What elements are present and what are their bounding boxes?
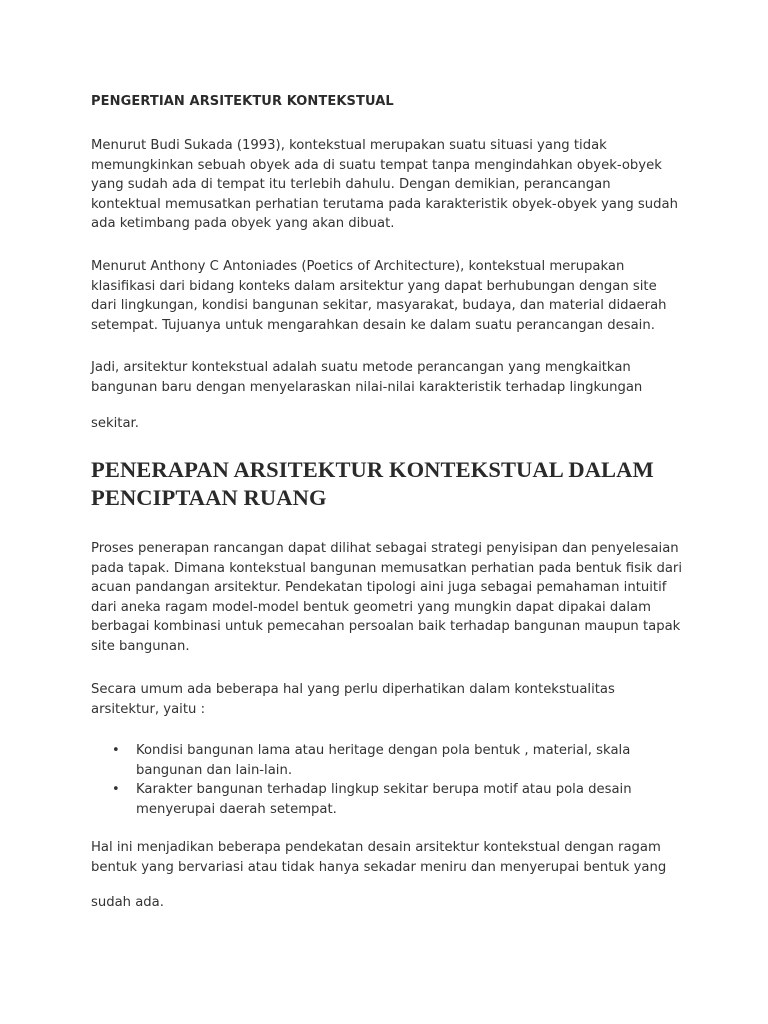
paragraph-hal-ini: Hal ini menjadikan beberapa pendekatan desain arsitektur kontekstual dengan ragam bentuk yang bervariasi atau tidak hanya sekadar meniru dan menyerupai bentuk yang bbox=[91, 840, 667, 875]
bullet-icon: • bbox=[112, 782, 120, 797]
paragraph-antoniades: Menurut Anthony C Antoniades (Poetics of Architecture), kontekstual merupakan klasifikasi dari bidang konteks dalam arsitektur yang dapat berhubungan dengan site dari lingkungan, kondisi bangunan sekitar, masyarakat, budaya, dan material didaerah setempat. Tujuanya untuk mengarahkan desain ke dalam suatu perancangan desain. bbox=[91, 259, 667, 333]
paragraph-budi-sukada: Menurut Budi Sukada (1993), kontekstual merupakan suatu situasi yang tidak memungkinkan sebuah obyek ada di suatu tempat tanpa mengindahkan obyek-obyek yang sudah ada di tempat itu terlebih dahulu. Dengan demikian, perancangan kontektual memusatkan perhatian terutama pada karakteristik obyek-obyek yang sudah ada ketimbang pada obyek yang akan dibuat. bbox=[91, 138, 678, 231]
list-item bbox=[91, 741, 691, 780]
paragraph-secara-umum: Secara umum ada beberapa hal yang perlu diperhatikan dalam kontekstualitas arsitektur, yaitu : bbox=[91, 682, 615, 717]
list-item-text: Karakter bangunan terhadap lingkup sekitar berupa motif atau pola desain menyerupai daerah setempat. bbox=[136, 782, 632, 817]
paragraph-jadi-tail: sekitar. bbox=[91, 416, 139, 431]
paragraph-proses: Proses penerapan rancangan dapat dilihat sebagai strategi penyisipan dan penyelesaian pada tapak. Dimana kontekstual bangunan memusatkan perhatian pada bentuk fisik dari acuan pandangan arsitektur. Pendekatan tipologi aini juga sebagai pemahaman intuitif dari aneka ragam model-model bentuk geometri yang mungkin dapat dipakai dalam berbagai kombinasi untuk pemecahan persoalan baik terhadap bangunan maupun tapak site bangunan. bbox=[91, 541, 682, 654]
paragraph-hal-ini-tail: sudah ada. bbox=[91, 895, 164, 910]
list-item bbox=[91, 780, 691, 819]
section-heading-pengertian: PENGERTIAN ARSITEKTUR KONTEKSTUAL bbox=[91, 94, 394, 109]
paragraph-jadi: Jadi, arsitektur kontekstual adalah suatu metode perancangan yang mengkaitkan bangunan baru dengan menyelaraskan nilai-nilai karakteristik terhadap lingkungan bbox=[91, 360, 643, 395]
section-heading-penerapan: PENERAPAN ARSITEKTUR KONTEKSTUAL DALAM PENCIPTAAN RUANG bbox=[91, 457, 654, 510]
bullet-icon: • bbox=[112, 743, 120, 758]
bullet-list bbox=[91, 741, 691, 819]
list-item-text: Kondisi bangunan lama atau heritage dengan pola bentuk , material, skala bangunan dan lain-lain. bbox=[136, 743, 631, 778]
